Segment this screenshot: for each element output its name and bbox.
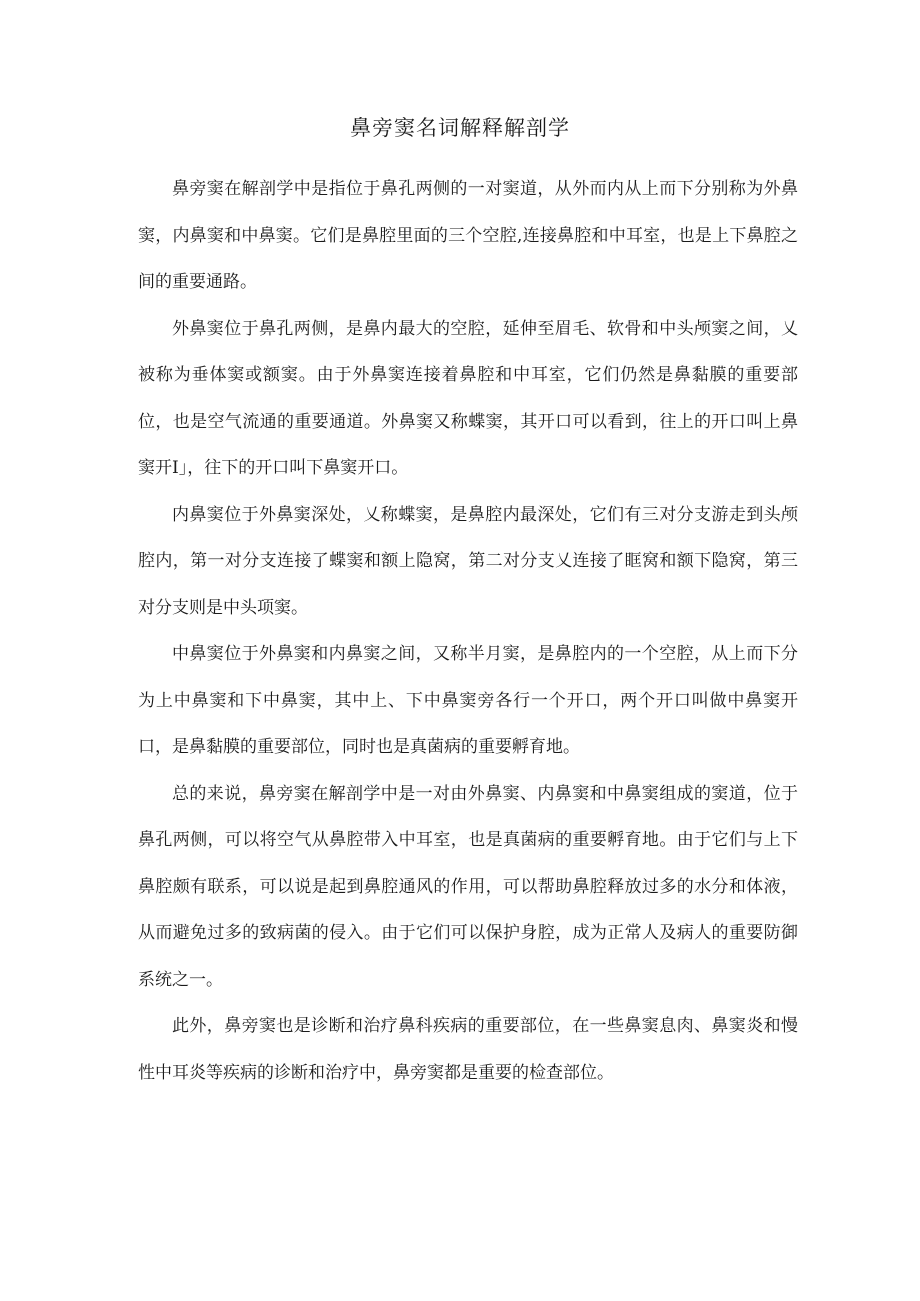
paragraph-3: 内鼻窦位于外鼻窦深处，乂称蝶窦，是鼻腔内最深处，它们有三对分支游走到头颅腔内，第一对分支连接了蝶窦和额上隐窝，第二对分支乂连接了眶窝和额下隐窝，第三对分支则是中头项窦。 (138, 504, 798, 618)
paragraph-4: 中鼻窦位于外鼻窦和内鼻窦之间，又称半月窦，是鼻腔内的一个空腔，从上而下分为上中鼻窦和下中鼻窦，其中上、下中鼻窦旁各行一个开口，两个开口叫做中鼻窦开口，是鼻黏膜的重要部位，同时也是真菌病的重要孵育地。 (138, 644, 798, 757)
paragraph-6: 此外，鼻旁窦也是诊断和治疗鼻科疾病的重要部位，在一些鼻窦息肉、鼻窦炎和慢性中耳炎等疾病的诊断和治疗中，鼻旁窦都是重要的检查部位。 (138, 1016, 798, 1083)
document-title: 鼻旁窦名词解释解剖学 (350, 116, 570, 140)
document-body (138, 166, 798, 1096)
paragraph-2: 外鼻窦位于鼻孔两侧，是鼻内最大的空腔，延伸至眉毛、软骨和中头颅窦之间，乂被称为垂体窦或额窦。由于外鼻窦连接着鼻腔和中耳室，它们仍然是鼻黏膜的重要部位，也是空气流通的重要通道。外鼻窦又称蝶窦，其开口可以看到，往上的开口叫上鼻窦开I」，往下的开口叫下鼻窦开口。 (138, 318, 798, 478)
paragraph-5: 总的来说，鼻旁窦在解剖学中是一对由外鼻窦、内鼻窦和中鼻窦组成的窦道，位于鼻孔两侧，可以将空气从鼻腔带入中耳室，也是真菌病的重要孵育地。由于它们与上下鼻腔颇有联系，可以说是起到鼻腔通风的作用，可以帮助鼻腔释放过多的水分和体液，从而避免过多的致病菌的侵入。由于它们可以保护身腔，成为正常人及病人的重要防御系统之一。 (138, 783, 798, 990)
paragraph-1: 鼻旁窦在解剖学中是指位于鼻孔两侧的一对窦道，从外而内从上而下分别称为外鼻窦，内鼻窦和中鼻窦。它们是鼻腔里面的三个空腔,连接鼻腔和中耳室，也是上下鼻腔之间的重要通路。 (138, 179, 798, 292)
